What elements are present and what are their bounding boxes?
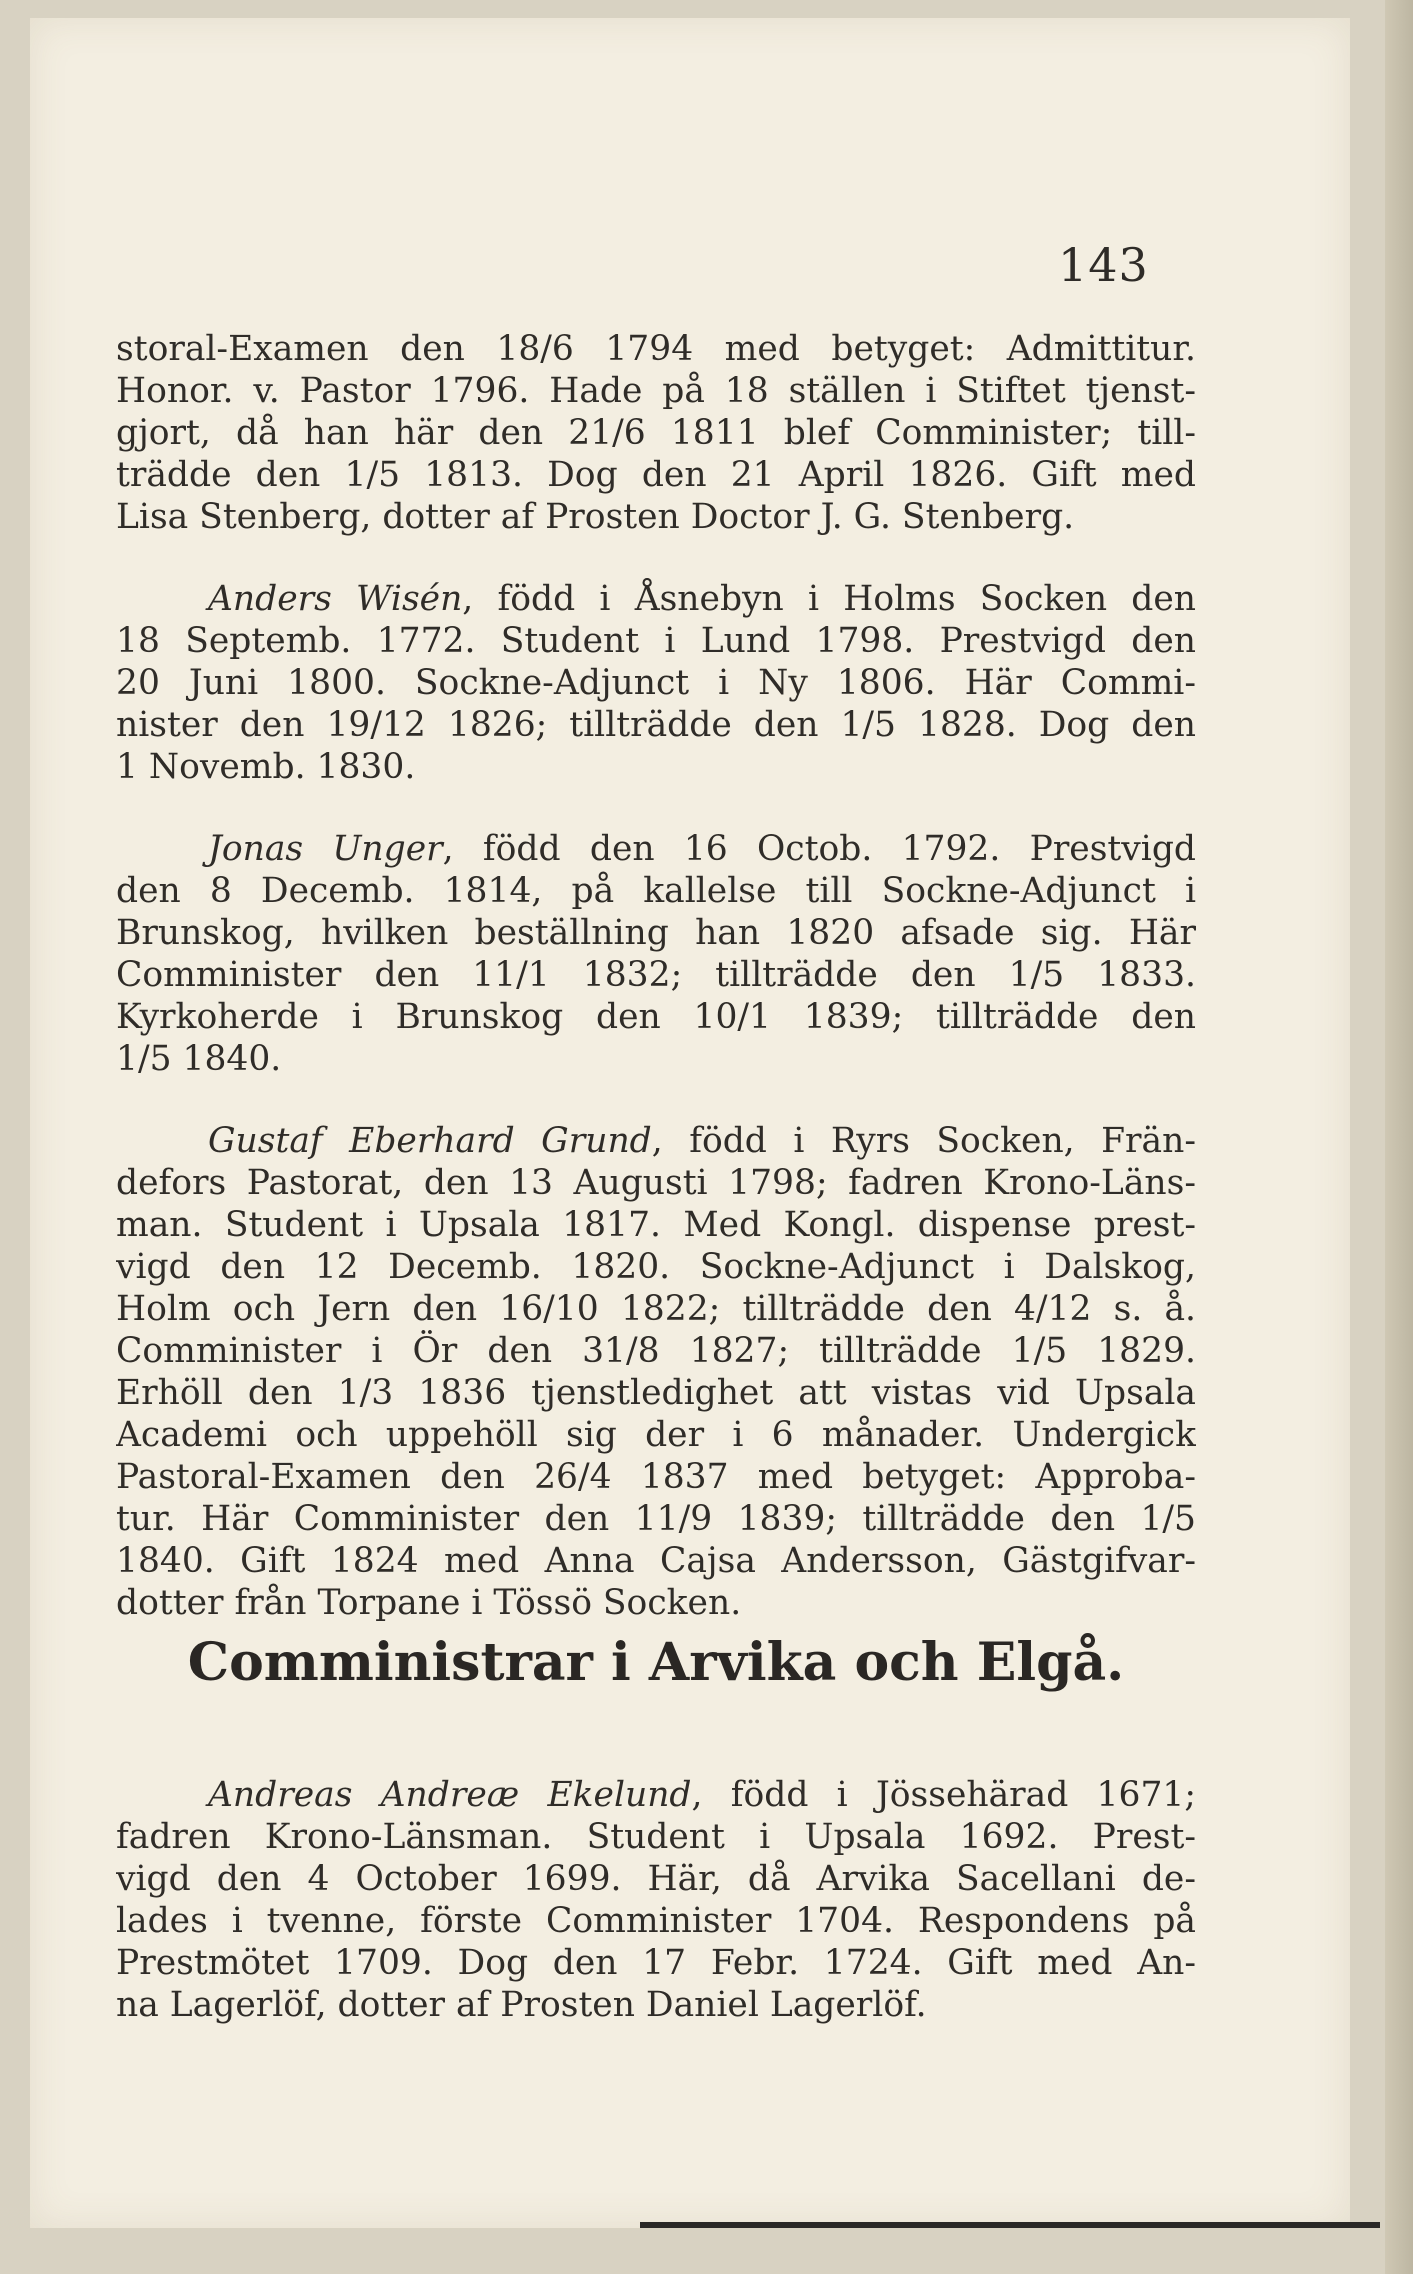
bottom-rule bbox=[640, 2222, 1380, 2228]
text-segment: , född den 16 Octob. 1792. Prestvigd bbox=[442, 829, 1196, 869]
entry-gustaf-grund bbox=[116, 1120, 1196, 1624]
text-line: tur. Här Comminister den 11/9 1839; tillträdde den 1/5 bbox=[116, 1499, 1196, 1539]
text-line: nister den 19/12 1826; tillträdde den 1/5 1828. Dog den bbox=[116, 705, 1196, 745]
text-line: Kyrkoherde i Brunskog den 10/1 1839; tillträdde den bbox=[116, 997, 1196, 1037]
page-number: 143 bbox=[1058, 238, 1149, 292]
text-line: Lisa Stenberg, dotter af Prosten Doctor J. G. Stenberg. bbox=[116, 497, 1075, 537]
entry-anders-wisen bbox=[116, 578, 1196, 788]
text-line: vigd den 12 Decemb. 1820. Sockne-Adjunct i Dalskog, bbox=[116, 1247, 1196, 1287]
text-line: gjort, då han här den 21/6 1811 blef Comminister; till- bbox=[116, 413, 1196, 453]
text-line: man. Student i Upsala 1817. Med Kongl. dispense prest- bbox=[116, 1205, 1196, 1245]
text-line: storal-Examen den 18/6 1794 med betyget: Admittitur. bbox=[116, 329, 1196, 369]
text-line: 1 Novemb. 1830. bbox=[116, 747, 416, 787]
text-line: lades i tvenne, förste Comminister 1704. Respondens på bbox=[116, 1901, 1196, 1941]
section-heading: Comministrar i Arvika och Elgå. bbox=[187, 1632, 1125, 1693]
entry-andreas-ekelund bbox=[116, 1774, 1196, 2026]
text-line bbox=[116, 828, 1196, 870]
text-line: Holm och Jern den 16/10 1822; tillträdde den 4/12 s. å. bbox=[116, 1289, 1196, 1329]
entry-jonas-unger bbox=[116, 828, 1196, 1080]
person-name: Andreas Andreæ Ekelund bbox=[208, 1775, 692, 1815]
text-line: Academi och uppehöll sig der i 6 månader. Undergick bbox=[116, 1415, 1196, 1455]
text-line bbox=[116, 578, 1196, 620]
text-segment: , född i Åsnebyn i Holms Socken den bbox=[462, 579, 1196, 619]
text-segment: , född i Ryrs Socken, Frän- bbox=[651, 1121, 1196, 1161]
person-name: Jonas Unger bbox=[208, 829, 443, 869]
body-text bbox=[116, 328, 1196, 1624]
text-segment: , född i Jössehärad 1671; bbox=[691, 1775, 1196, 1815]
text-line: 1840. Gift 1824 med Anna Cajsa Andersson, Gästgifvar- bbox=[116, 1541, 1196, 1581]
text-line: Prestmötet 1709. Dog den 17 Febr. 1724. Gift med An- bbox=[116, 1943, 1196, 1983]
person-name: Anders Wisén bbox=[208, 579, 463, 619]
text-line: trädde den 1/5 1813. Dog den 21 April 1826. Gift med bbox=[116, 455, 1196, 495]
text-line: defors Pastorat, den 13 Augusti 1798; fadren Krono-Läns- bbox=[116, 1163, 1196, 1203]
text-line bbox=[116, 1774, 1196, 1816]
text-line bbox=[116, 1120, 1196, 1162]
text-line: Erhöll den 1/3 1836 tjenstledighet att vistas vid Upsala bbox=[116, 1373, 1196, 1413]
text-line: 20 Juni 1800. Sockne-Adjunct i Ny 1806. Här Commi- bbox=[116, 663, 1196, 703]
text-line: 18 Septemb. 1772. Student i Lund 1798. Prestvigd den bbox=[116, 621, 1196, 661]
text-line: 1/5 1840. bbox=[116, 1039, 282, 1079]
text-line: na Lagerlöf, dotter af Prosten Daniel Lagerlöf. bbox=[116, 1985, 927, 2025]
text-line: den 8 Decemb. 1814, på kallelse till Sockne-Adjunct i bbox=[116, 871, 1196, 911]
page-edge-shadow bbox=[1385, 0, 1413, 2274]
entry-continued bbox=[116, 328, 1196, 538]
text-line: Comminister i Ör den 31/8 1827; tillträdde 1/5 1829. bbox=[116, 1331, 1196, 1371]
person-name: Gustaf Eberhard Grund bbox=[208, 1121, 652, 1161]
text-line: vigd den 4 October 1699. Här, då Arvika Sacellani de- bbox=[116, 1859, 1196, 1899]
text-line: fadren Krono-Länsman. Student i Upsala 1692. Prest- bbox=[116, 1817, 1196, 1857]
text-line: Honor. v. Pastor 1796. Hade på 18 ställen i Stiftet tjenst- bbox=[116, 371, 1196, 411]
text-line: Comminister den 11/1 1832; tillträdde den 1/5 1833. bbox=[116, 955, 1196, 995]
text-line: Brunskog, hvilken beställning han 1820 afsade sig. Här bbox=[116, 913, 1196, 953]
text-line: dotter från Torpane i Tössö Socken. bbox=[116, 1583, 742, 1623]
text-line: Pastoral-Examen den 26/4 1837 med betyget: Approba- bbox=[116, 1457, 1196, 1497]
